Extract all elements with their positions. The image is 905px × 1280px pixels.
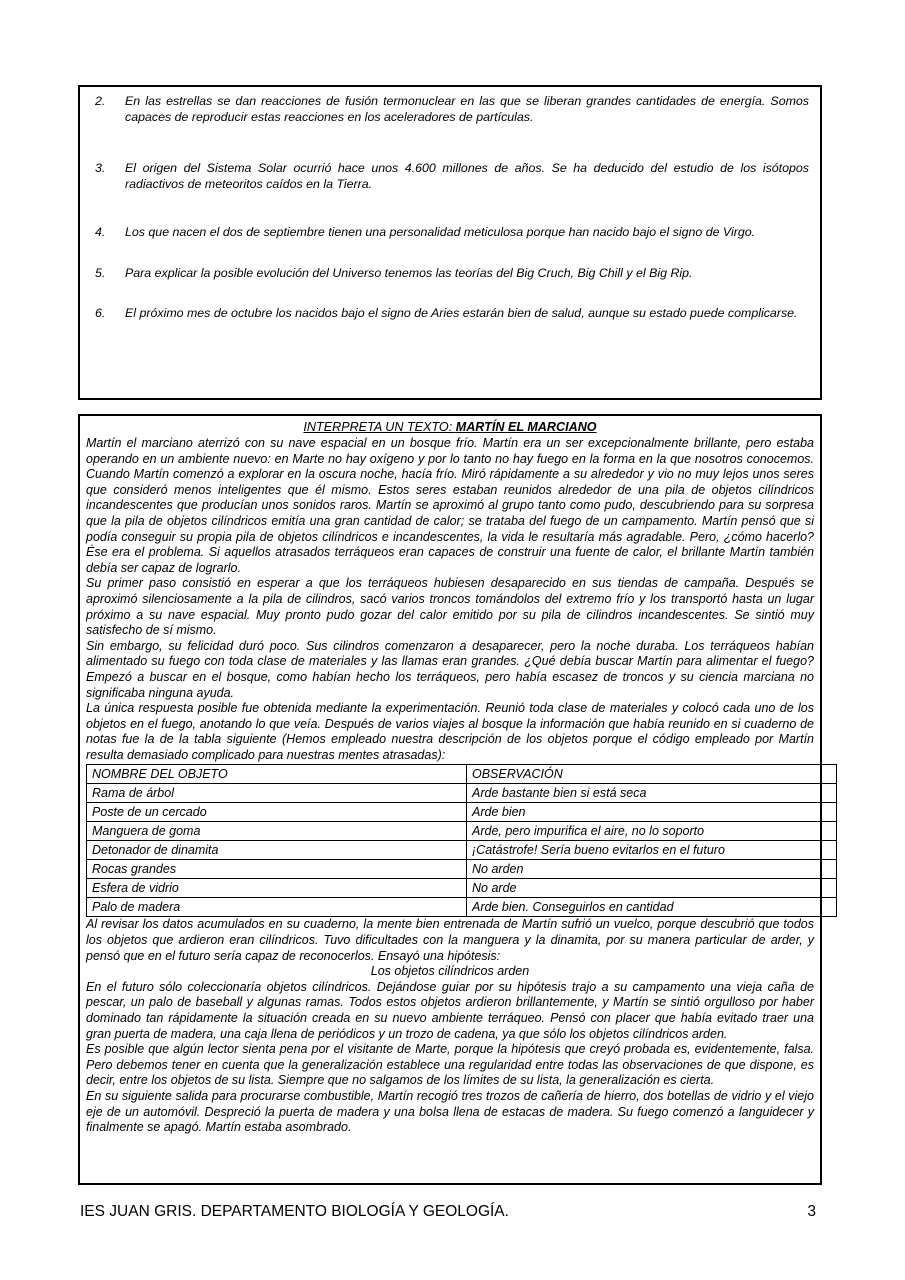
list-item <box>89 306 811 322</box>
list-item-number: 4. <box>95 225 106 239</box>
reading-title <box>86 419 814 436</box>
reading-paragraph: En su siguiente salida para procurarse combustible, Martín recogió tres trozos de cañería de hierro, dos botellas de vidrio y el viejo eje de un automóvil. Despreció la puerta de madera y una bolsa llena de estacas de madera. Su fuego comenzó a languidecer y finalmente se apagó. Martín estaba asombrado. <box>86 1089 814 1135</box>
spacer <box>89 241 811 266</box>
table-cell-object-name: Detonador de dinamita <box>87 841 467 860</box>
table-cell-observation: Arde bien. Conseguirlos en cantidad <box>467 898 837 917</box>
list-item-text: En las estrellas se dan reacciones de fusión termonuclear en las que se liberan grandes cantidades de energía. Somos capaces de reproducir estas reacciones en los aceleradores de partículas. <box>125 94 809 124</box>
spacer <box>89 192 811 225</box>
table-header-object-name: NOMBRE DEL OBJETO <box>87 765 467 784</box>
observations-table <box>86 764 837 917</box>
table-cell-observation: Arde bastante bien si está seca <box>467 784 837 803</box>
table-cell-object-name: Rocas grandes <box>87 860 467 879</box>
table-cell-observation: No arde <box>467 879 837 898</box>
reading-box <box>78 414 822 1185</box>
table-header-observation: OBSERVACIÓN <box>467 765 837 784</box>
list-item <box>89 94 811 125</box>
reading-paragraph: La única respuesta posible fue obtenida mediante la experimentación. Reunió toda clase de materiales y colocó cada uno de los objetos en el fuego, anotando lo que veía. Después de varios viajes al bosque la información que había reunido en si cuaderno de notas fue la de la tabla siguiente (Hemos empleado nuestra descripción de los objetos porque el código empleado por Martín resulta demasiado complicado para nuestras mentes atrasadas): <box>86 701 814 762</box>
table-cell-observation: ¡Catástrofe! Sería bueno evitarlos en el futuro <box>467 841 837 860</box>
reading-paragraph: En el futuro sólo coleccionaría objetos cilíndricos. Dejándose guiar por su hipótesis trajo a su campamento una vieja caña de pescar, un palo de baseball y algunas ramas. Todos estos objetos ardieron brillantemente, y Martín se sintió orgulloso por haber dominado tan rápidamente la situación creada en su nuevo ambiente terráqueo. Pensó con placer que había evitado traer una gran puerta de madera, una caja llena de periódicos y un trozo de cadena, ya que sólo los objetos cilíndricos arden. <box>86 979 814 1041</box>
reading-title-prefix: INTERPRETA UN TEXTO: <box>303 420 456 434</box>
list-item-number: 5. <box>95 265 106 280</box>
list-item <box>89 161 811 192</box>
list-item-number: 6. <box>95 306 106 320</box>
hypothesis-statement: Los objetos cilíndricos arden <box>370 964 530 979</box>
table-cell-observation: Arde bien <box>467 803 837 822</box>
table-row <box>87 879 837 898</box>
footer-department-title: IES JUAN GRIS. DEPARTAMENTO BIOLOGÍA Y GEOLOGÍA. <box>80 1203 509 1220</box>
spacer <box>89 125 811 161</box>
reading-paragraph: Al revisar los datos acumulados en su cuaderno, la mente bien entrenada de Martín sufrió un vuelco, porque descubrió que todos los objetos que ardieron eran cilíndricos. Tuvo dificultades con la manguera y la dinamita, por su manera particular de arder, y pensó que en el futuro sería capaz de reconocerlos. Ensayó una hipótesis: <box>86 917 814 963</box>
table-cell-object-name: Poste de un cercado <box>87 803 467 822</box>
reading-paragraph: Es posible que algún lector sienta pena por el visitante de Marte, porque la hipótesis que creyó probada es, evidentemente, falsa. Pero debemos tener en cuenta que la generalización establece una regularidad entre todas las observaciones de que dispone, es decir, entre los objetos de su lista. Siempre que no salgamos de los límites de su lista, la generalización es cierta. <box>86 1042 814 1088</box>
table-row <box>87 784 837 803</box>
list-item <box>89 225 811 241</box>
table-row <box>87 860 837 879</box>
table-cell-observation: No arden <box>467 860 837 879</box>
table-row <box>87 822 837 841</box>
page-footer <box>80 1203 822 1221</box>
spacer <box>89 281 811 306</box>
footer-page-number: 3 <box>807 1203 816 1220</box>
table-cell-object-name: Esfera de vidrio <box>87 879 467 898</box>
table-row <box>87 803 837 822</box>
list-item-text: Para explicar la posible evolución del Universo tenemos las teorías del Big Cruch, Big Chill y el Big Rip. <box>125 265 693 280</box>
reading-paragraph: Martín el marciano aterrizó con su nave espacial en un bosque frío. Martín era un ser excepcionalmente brillante, pero estaba operando en un ambiente nuevo: en Marte no hay oxígeno y por lo tanto no hay fuego en la forma en la que nosotros conocemos. Cuando Martín comenzó a explorar en la oscura noche, hacía frío. Miró rápidamente a su alrededor y vio no muy lejos unos seres que consideró menos inteligentes que él mismo. Estos seres estaban reunidos alrededor de una pila de objetos cilíndricos incandescentes que producían unos sonidos raros. Martín se aproximó al grupo tanto como pudo, descubriendo para su sorpresa que la pila de objetos cilíndricos emitía una gran cantidad de calor; se trataba del fuego de un campamento. Martín pensó que si podía conseguir su propia pila de objetos cilíndricos e incandescentes, la vida le resultaría más agradable. Pero, ¿cómo hacerlo? Ése era el problema. Si aquellos atrasados terráqueos eran capaces de construir una fuente de calor, el brillante Martín también debía ser capaz de lograrlo. <box>86 436 814 575</box>
list-item-text: El próximo mes de octubre los nacidos bajo el signo de Aries estarán bien de salud, aunque su estado puede complicarse. <box>125 306 798 320</box>
table-cell-object-name: Manguera de goma <box>87 822 467 841</box>
list-item-text: El origen del Sistema Solar ocurrió hace unos 4.600 millones de años. Se ha deducido del estudio de los isótopos radiactivos de meteoritos caídos en la Tierra. <box>125 161 809 191</box>
questions-box <box>78 85 822 400</box>
reading-title-name: MARTÍN EL MARCIANO <box>455 420 597 434</box>
table-cell-observation: Arde, pero impurifica el aire, no lo soporto <box>467 822 837 841</box>
table-row <box>87 898 837 917</box>
table-cell-object-name: Palo de madera <box>87 898 467 917</box>
reading-paragraph: Su primer paso consistió en esperar a que los terráqueos hubiesen desaparecido en sus tiendas de campaña. Después se aproximó silenciosamente a la pila de cilindros, sacó varios troncos tomándolos del extremo frío y los transportó hasta un lugar próximo a su nave espacial. Muy pronto pudo gozar del calor emitido por su pila de cilindros incandescentes. Se sintió muy satisfecho de sí mismo. <box>86 576 814 638</box>
list-item-text: Los que nacen el dos de septiembre tienen una personalidad meticulosa porque han nacido bajo el signo de Virgo. <box>125 225 756 239</box>
list-item-number: 3. <box>95 161 106 175</box>
table-cell-object-name: Rama de árbol <box>87 784 467 803</box>
table-header-row <box>87 765 837 784</box>
list-item <box>89 266 811 282</box>
reading-paragraph: Sin embargo, su felicidad duró poco. Sus cilindros comenzaron a desaparecer, pero la noche duraba. Los terráqueos habían alimentado su fuego con toda clase de materiales y las llamas eran grandes. ¿Qué debía buscar Martín para alimentar el fuego? Empezó a buscar en el bosque, como habían hecho los terráqueos, pero había escasez de troncos y su ciencia marciana no significaba ninguna ayuda. <box>86 638 814 700</box>
list-item-number: 2. <box>95 94 106 108</box>
table-row <box>87 841 837 860</box>
